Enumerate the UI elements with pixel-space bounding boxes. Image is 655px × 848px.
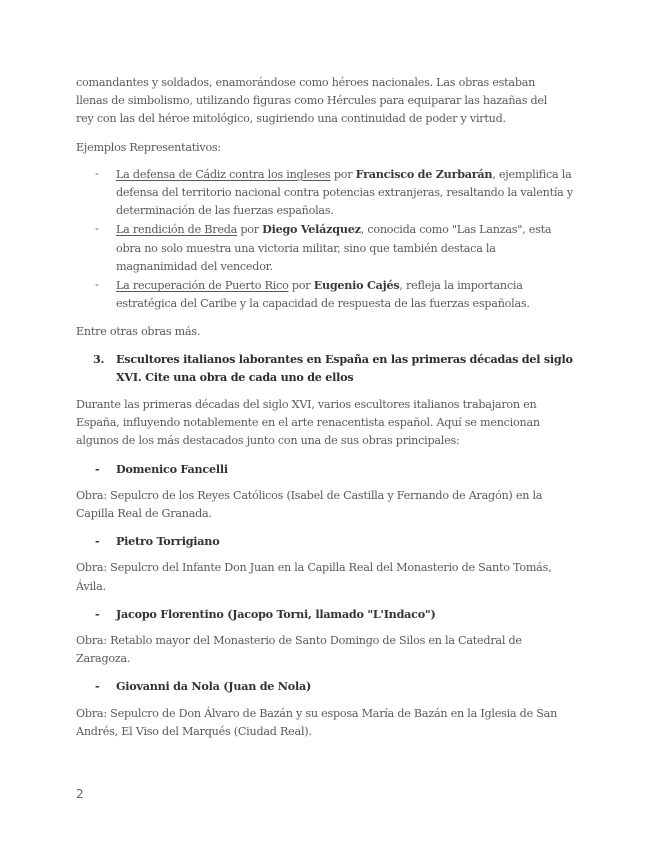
sculptor-work: Obra: Retablo mayor del Monasterio de Santo Domingo de Silos en la Catedral de Zaragoza. (76, 634, 522, 666)
others-text: Entre otras obras más. (76, 325, 201, 339)
page-number: 2 (76, 787, 84, 801)
work-link[interactable]: La rendición de Breda (116, 223, 238, 237)
sculptor-name: Domenico Fancelli (116, 461, 228, 476)
list-dash: - (95, 606, 100, 621)
example-description: , refleja la importancia estratégica del Caribe y la capacidad de respuesta de las fuerzas españolas. (116, 279, 530, 311)
sculptor-name: Pietro Torrigiano (116, 534, 220, 549)
intro-paragraph (76, 74, 576, 129)
examples-list (76, 165, 576, 314)
example-description: , conocida como "Las Lanzas", esta obra no solo muestra una victoria militar, sino que también destaca la magnanimidad del vencedor. (116, 223, 552, 273)
example-item (76, 165, 576, 221)
sculptor-name: Giovanni da Nola (Juan de Nola) (116, 679, 312, 694)
artist-name: Diego Velázquez (262, 222, 361, 237)
sculptor-heading (76, 605, 576, 623)
section-title: Escultores italianos laborantes en España en las primeras décadas del siglo XVI. Cite una obra de cada uno de ellos (116, 351, 573, 384)
intro-line: llenas de simbolismo, utilizando figuras como Hércules para equiparar las hazañas del (76, 94, 548, 108)
by-text: por (237, 223, 263, 237)
sculptor-name: Jacopo Florentino (Jacopo Torni, llamado "L'Indaco") (116, 606, 436, 621)
intro-line: comandantes y soldados, enamorándose como héroes nacionales. Las obras estaban (76, 76, 536, 89)
example-item (76, 220, 576, 276)
sculptor-heading (76, 460, 576, 478)
sculptor-work: Obra: Sepulcro de Don Álvaro de Bazán y su esposa María de Bazán en la Iglesia de San Andrés, El Viso del Marqués (Ciudad Real). (76, 706, 558, 738)
list-dash: - (95, 679, 100, 694)
section-heading (76, 350, 576, 386)
example-item (76, 276, 576, 313)
intro-line: rey con las del héroe mitológico, sugiriendo una continuidad de poder y virtud. (76, 112, 506, 126)
sculptor-heading (76, 677, 576, 695)
section-intro: Durante las primeras décadas del siglo XVI, varios escultores italianos trabajaron en España, influyendo notablemente en el arte renacentista español. Aquí se mencionan algunos de los más destacados junto con una de sus obras principales: (76, 398, 540, 448)
by-text: por (288, 279, 314, 293)
list-dash: - (95, 534, 100, 549)
list-dash: - (95, 222, 99, 236)
list-dash: - (95, 461, 100, 476)
work-link[interactable]: La recuperación de Puerto Rico (116, 279, 289, 293)
example-description: , ejemplifica la defensa del territorio nacional contra potencias extranjeras, resaltando la valentía y determinación de las fuerzas españolas. (116, 167, 573, 218)
section-number: 3. (93, 351, 105, 366)
list-dash: - (95, 166, 99, 180)
artist-name: Francisco de Zurbarán (355, 166, 493, 181)
sculptor-work: Obra: Sepulcro del Infante Don Juan en la Capilla Real del Monasterio de Santo Tomás, Ávila. (76, 561, 552, 593)
examples-label: Ejemplos Representativos: (76, 140, 221, 154)
work-link[interactable]: La defensa de Cádiz contra los ingleses (116, 167, 331, 181)
sculptor-heading (76, 532, 576, 550)
list-dash: - (95, 278, 99, 292)
page-content (76, 74, 576, 741)
by-text: por (330, 167, 356, 181)
sculptor-work: Obra: Sepulcro de los Reyes Católicos (Isabel de Castilla y Fernando de Aragón) en la Capilla Real de Granada. (76, 488, 543, 521)
artist-name: Eugenio Cajés (313, 278, 400, 293)
